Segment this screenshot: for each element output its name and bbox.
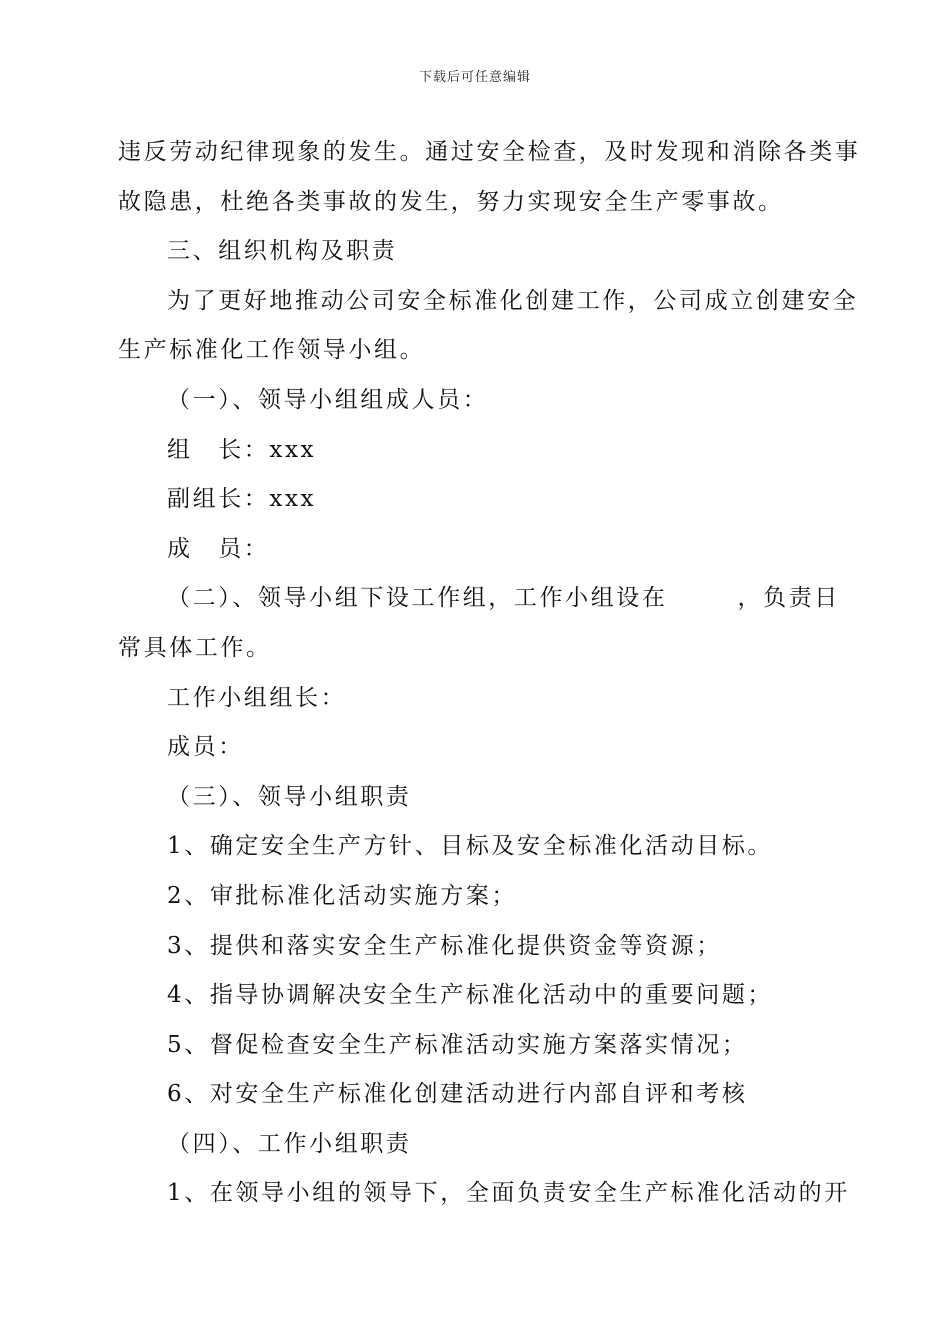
paragraph-line: 为了更好地推动公司安全标准化创建工作，公司成立创建安全 (167, 287, 859, 314)
paragraph-line: 违反劳动纪律现象的发生。通过安全检查，及时发现和消除各类事 (118, 139, 861, 165)
section-heading: 三、组织机构及职责 (167, 238, 398, 265)
list-item: 5、督促检查安全生产标准活动实施方案落实情况； (167, 1031, 748, 1058)
subsection-heading: （四）、工作小组职责 (167, 1130, 412, 1157)
list-item: 1、在领导小组的领导下，全面负责安全生产标准化活动的开 (167, 1180, 850, 1207)
workgroup-leader-line: 工作小组组长： (167, 684, 347, 711)
list-item: 6、对安全生产标准化创建活动进行内部自评和考核 (167, 1081, 748, 1108)
members-line: 成 员： (167, 535, 270, 562)
paragraph-line (118, 574, 864, 624)
line-text-after-blank: ，负责日 (737, 585, 840, 612)
document-body (118, 128, 864, 1219)
paragraph-line: 故隐患，杜绝各类事故的发生，努力实现安全生产零事故。 (118, 188, 784, 215)
workgroup-members-line: 成员： (167, 734, 244, 761)
line-text-before-blank: （二）、领导小组下设工作组，工作小组设在 (167, 585, 668, 612)
paragraph-line: 常具体工作。 (118, 634, 272, 661)
leader-line: 组 长：xxx (167, 436, 317, 463)
list-item: 1、确定安全生产方针、目标及安全标准化活动目标。 (167, 833, 774, 860)
page-header: 下载后可任意编辑 (418, 70, 531, 85)
subsection-heading: （一）、领导小组组成人员： (167, 386, 489, 413)
subsection-heading: （三）、领导小组职责 (167, 783, 412, 810)
deputy-leader-line: 副组长：xxx (167, 486, 317, 513)
paragraph-line: 生产标准化工作领导小组。 (118, 337, 426, 364)
list-item: 4、指导协调解决安全生产标准化活动中的重要问题； (167, 982, 774, 1009)
list-item: 2、审批标准化活动实施方案； (167, 882, 518, 909)
list-item: 3、提供和落实安全生产标准化提供资金等资源； (167, 932, 722, 959)
